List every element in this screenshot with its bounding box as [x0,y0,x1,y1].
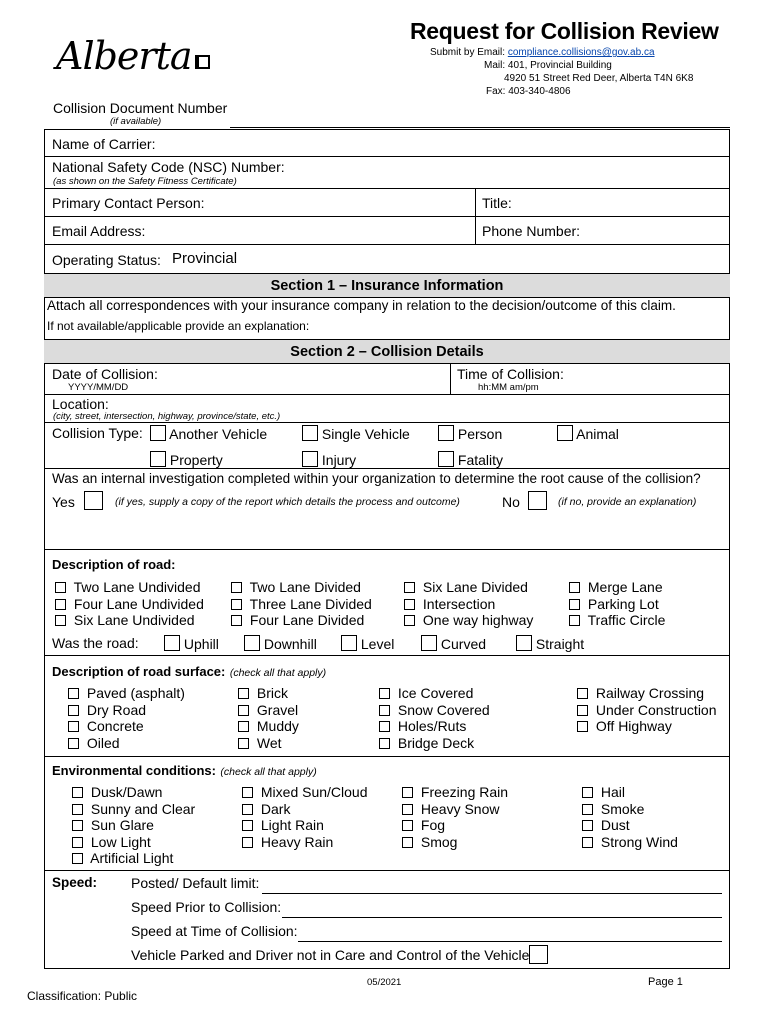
checkbox-icon [402,787,413,798]
env-artificial-light[interactable]: Artificial Light [72,850,173,866]
road-shape-level[interactable]: Level [341,635,394,652]
doc-number-hint: (if available) [110,116,162,127]
checkbox-icon [569,582,580,593]
checkbox-icon [379,688,390,699]
surface-paved[interactable]: Paved (asphalt) [68,685,185,701]
checkbox-icon [557,425,573,441]
location-hint: (city, street, intersection, highway, province/state, etc.) [53,411,281,422]
road-two-lane-divided[interactable]: Two Lane Divided [231,579,361,595]
surface-railway-crossing[interactable]: Railway Crossing [577,685,704,701]
checkbox-icon [404,582,415,593]
submit-email-link[interactable]: compliance.collisions@gov.ab.ca [507,47,655,58]
env-strong-wind[interactable]: Strong Wind [582,834,678,850]
mail-line1: Mail: 401, Provincial Building [484,60,612,71]
road-three-lane-divided[interactable]: Three Lane Divided [231,596,372,612]
checkbox-icon [72,853,83,864]
road-one-way-highway[interactable]: One way highway [404,612,533,628]
checkbox-icon [302,451,318,467]
collision-type-single-vehicle[interactable]: Single Vehicle [302,425,410,442]
checkbox-icon [582,820,593,831]
environment-title-row: Environmental conditions: (check all that apply) [52,763,317,778]
checkbox-icon [164,635,180,651]
fax-line: Fax: 403-340-4806 [486,86,571,97]
checkbox-icon [421,635,437,651]
investigation-question: Was an internal investigation completed within your organization to determine the root cause of the collision? [52,471,701,486]
road-six-lane-undivided[interactable]: Six Lane Undivided [55,612,195,628]
time-hint: hh:MM am/pm [478,382,539,393]
nsc-label: National Safety Code (NSC) Number: [52,159,285,175]
surface-muddy[interactable]: Muddy [238,718,299,734]
investigation-yes-checkbox[interactable] [84,491,103,510]
checkbox-icon [438,425,454,441]
parked-label: Vehicle Parked and Driver not in Care and Control of the Vehicle [131,947,530,963]
checkbox-icon [72,804,83,815]
checkbox-icon [577,705,588,716]
checkbox-icon [68,721,79,732]
road-shape-label: Was the road: [52,635,139,651]
collision-type-label: Collision Type: [52,425,143,441]
road-four-lane-undivided[interactable]: Four Lane Undivided [55,596,204,612]
checkbox-icon [404,615,415,626]
checkbox-icon [231,582,242,593]
surface-wet[interactable]: Wet [238,735,282,751]
divider [44,188,730,189]
title-label: Title: [482,195,512,211]
speed-prior-field[interactable] [282,917,722,918]
env-sunny-clear[interactable]: Sunny and Clear [72,801,195,817]
nsc-hint: (as shown on the Safety Fitness Certificate) [53,176,237,187]
surface-snow-covered[interactable]: Snow Covered [379,702,490,718]
checkbox-icon [55,615,66,626]
checkbox-icon [582,804,593,815]
checkbox-icon [404,599,415,610]
speed-posted-label: Posted/ Default limit: [131,875,260,891]
checkbox-icon [150,425,166,441]
surface-gravel[interactable]: Gravel [238,702,298,718]
divider [44,468,730,469]
checkbox-icon [238,721,249,732]
divider [44,156,730,157]
section2-title: Section 2 – Collision Details [290,344,484,360]
road-shape-uphill[interactable]: Uphill [164,635,219,652]
speed-prior-label: Speed Prior to Collision: [131,899,282,915]
env-heavy-snow[interactable]: Heavy Snow [402,801,499,817]
investigation-no-hint: (if no, provide an explanation) [558,496,697,508]
checkbox-icon [231,615,242,626]
time-label: Time of Collision: [457,366,564,382]
env-sun-glare[interactable]: Sun Glare [72,817,154,833]
checkbox-icon [72,787,83,798]
checkbox-icon [238,705,249,716]
section1-line2: If not available/applicable provide an explanation: [47,319,310,333]
checkbox-icon [402,837,413,848]
road-shape-straight[interactable]: Straight [516,635,584,652]
speed-title: Speed: [52,875,98,890]
checkbox-icon [72,820,83,831]
env-smoke[interactable]: Smoke [582,801,644,817]
checkbox-icon [379,721,390,732]
divider [44,394,730,395]
doc-number-label: Collision Document Number [53,100,228,116]
road-two-lane-undivided[interactable]: Two Lane Undivided [55,579,201,595]
road-traffic-circle[interactable]: Traffic Circle [569,612,665,628]
env-dusk-dawn[interactable]: Dusk/Dawn [72,784,162,800]
operating-status-select[interactable]: Provincial [172,250,238,267]
road-six-lane-divided[interactable]: Six Lane Divided [404,579,528,595]
surface-bridge-deck[interactable]: Bridge Deck [379,735,474,751]
alberta-logo-mark-icon [195,55,210,69]
collision-type-person[interactable]: Person [438,425,502,442]
checkbox-icon [516,635,532,651]
checkbox-icon [577,721,588,732]
checkbox-icon [242,804,253,815]
env-low-light[interactable]: Low Light [72,834,151,850]
footer-page: Page 1 [648,976,683,988]
surface-title-row: Description of road surface: (check all that apply) [52,664,327,679]
collision-type-injury[interactable]: Injury [302,451,356,468]
surface-ice-covered[interactable]: Ice Covered [379,685,473,701]
checkbox-icon [150,451,166,467]
checkbox-icon [55,582,66,593]
alberta-logo: Alberta [56,34,210,78]
investigation-yes-label: Yes [52,494,75,510]
investigation-no-label: No [502,494,520,510]
date-label: Date of Collision: [52,366,158,382]
checkbox-icon [238,738,249,749]
checkbox-icon [68,688,79,699]
submit-line: Submit by Email: compliance.collisions@gov.ab.ca [430,47,655,58]
investigation-no-checkbox[interactable] [528,491,547,510]
speed-at-time-field[interactable] [298,941,722,942]
env-freezing-rain[interactable]: Freezing Rain [402,784,508,800]
doc-number-field[interactable] [230,127,730,128]
env-mixed-sun-cloud[interactable]: Mixed Sun/Cloud [242,784,368,800]
checkbox-icon [68,738,79,749]
speed-posted-field[interactable] [262,893,722,894]
road-shape-curved[interactable]: Curved [421,635,486,652]
env-smog[interactable]: Smog [402,834,457,850]
checkbox-icon [231,599,242,610]
parked-checkbox[interactable] [529,945,548,964]
road-four-lane-divided[interactable]: Four Lane Divided [231,612,364,628]
checkbox-icon [569,599,580,610]
collision-type-animal[interactable]: Animal [557,425,619,442]
checkbox-icon [402,820,413,831]
env-fog[interactable]: Fog [402,817,445,833]
location-label: Location: [52,396,109,412]
surface-under-construction[interactable]: Under Construction [577,702,717,718]
form-title: Request for Collision Review [410,18,719,44]
checkbox-icon [379,705,390,716]
surface-off-highway[interactable]: Off Highway [577,718,672,734]
phone-label: Phone Number: [482,223,581,239]
investigation-yes-hint: (if yes, supply a copy of the report which details the process and outcome) [115,496,460,508]
checkbox-icon [55,599,66,610]
checkbox-icon [569,615,580,626]
divider [475,188,476,244]
env-dark[interactable]: Dark [242,801,290,817]
collision-type-another-vehicle[interactable]: Another Vehicle [150,425,267,442]
speed-at-time-label: Speed at Time of Collision: [131,923,298,939]
checkbox-icon [577,688,588,699]
env-dust[interactable]: Dust [582,817,630,833]
date-hint: YYYY/MM/DD [68,382,129,393]
classification-label: Classification: Public [27,989,138,1003]
checkbox-icon [242,837,253,848]
collision-type-fatality[interactable]: Fatality [438,451,503,468]
checkbox-icon [68,705,79,716]
surface-dry-road[interactable]: Dry Road [68,702,146,718]
surface-oiled[interactable]: Oiled [68,735,120,751]
checkbox-icon [582,837,593,848]
road-parking-lot[interactable]: Parking Lot [569,596,659,612]
email-label: Email Address: [52,223,146,239]
divider [44,422,730,423]
checkbox-icon [242,820,253,831]
checkbox-icon [582,787,593,798]
checkbox-icon [402,804,413,815]
checkbox-icon [379,738,390,749]
divider [44,870,730,871]
collision-type-property[interactable]: Property [150,451,223,468]
divider [44,655,730,656]
divider [44,756,730,757]
carrier-name-label: Name of Carrier: [52,136,156,152]
contact-label: Primary Contact Person: [52,195,205,211]
checkbox-icon [302,425,318,441]
divider [450,364,451,394]
divider [44,216,730,217]
road-intersection[interactable]: Intersection [404,596,495,612]
checkbox-icon [242,787,253,798]
mail-line2: 4920 51 Street Red Deer, Alberta T4N 6K8 [504,73,694,84]
checkbox-icon [341,635,357,651]
env-light-rain[interactable]: Light Rain [242,817,324,833]
surface-brick[interactable]: Brick [238,685,288,701]
surface-concrete[interactable]: Concrete [68,718,144,734]
section1-title: Section 1 – Insurance Information [270,278,504,294]
road-title: Description of road: [52,557,176,572]
section1-line1: Attach all correspondences with your insurance company in relation to the decision/outcome of this claim. [47,298,676,313]
checkbox-icon [238,688,249,699]
env-hail[interactable]: Hail [582,784,625,800]
surface-holes-ruts[interactable]: Holes/Ruts [379,718,466,734]
operating-status-label: Operating Status: [52,252,161,268]
road-shape-downhill[interactable]: Downhill [244,635,317,652]
env-heavy-rain[interactable]: Heavy Rain [242,834,333,850]
checkbox-icon [72,837,83,848]
footer-date: 05/2021 [367,977,402,988]
road-merge-lane[interactable]: Merge Lane [569,579,663,595]
divider [44,244,730,245]
divider [44,549,730,550]
checkbox-icon [244,635,260,651]
checkbox-icon [438,451,454,467]
